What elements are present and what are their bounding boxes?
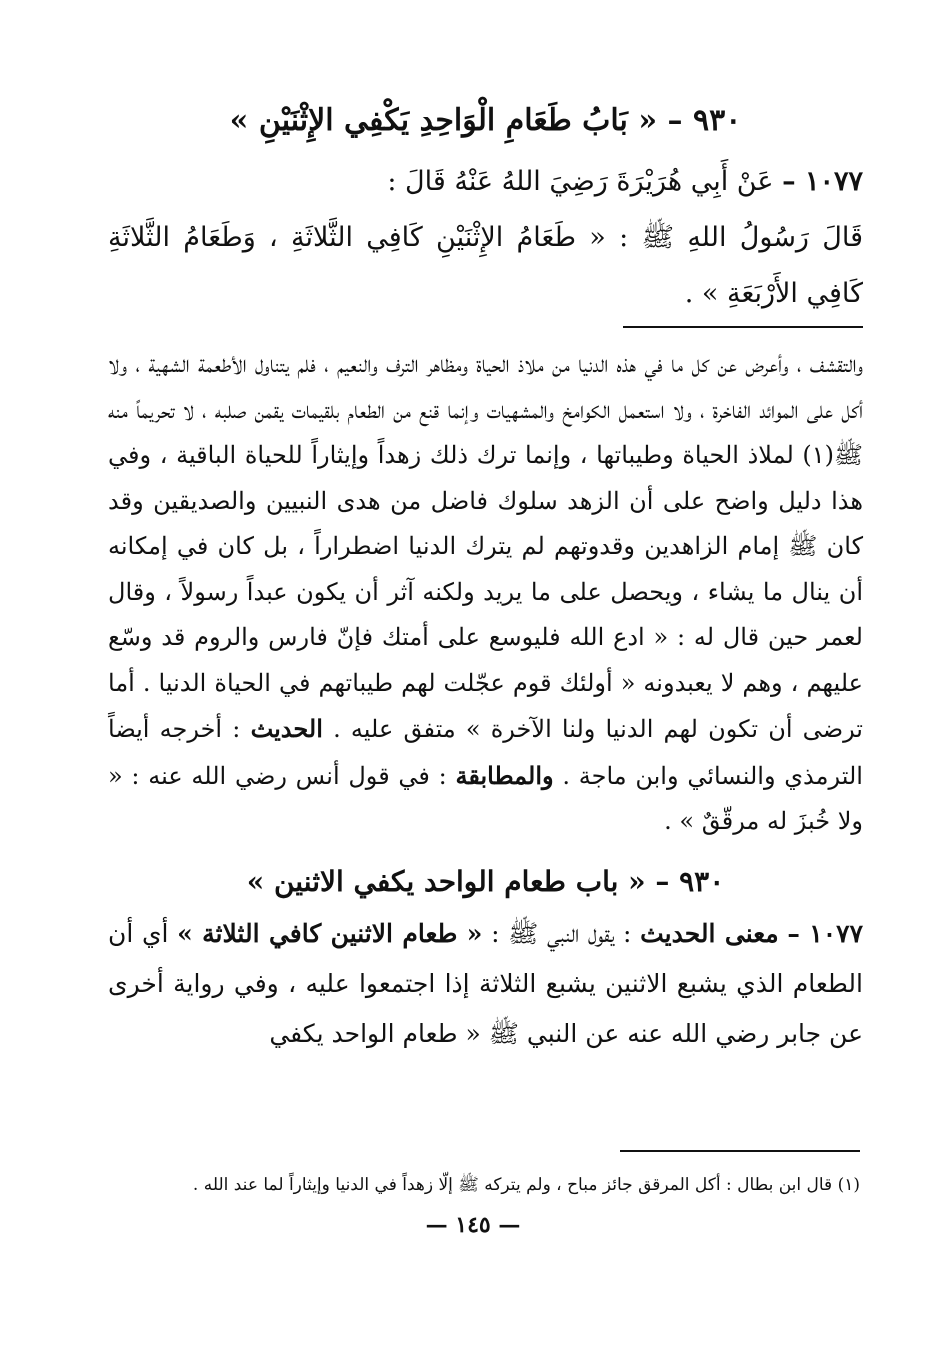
sharh-text-2: أي أن الطعام الذي يشبع الاثنين يشبع الثلاثة إذا اجتمعوا عليه ، وفي رواية أخرى عن جابر رضي الله عنه عن النبي ﷺ « طعام الواحد يكفي	[108, 918, 863, 1048]
hadith-number: ١٠٧٧ –	[782, 166, 863, 197]
commentary-text-1: والتقشف ، وأعرض عن كل ما في هذه الدنيا من ملاذ الحياة ومظاهر الترف والنعيم ، فلم يتناول الأطعمة الشهية ، ولا أكل على الموائد الفاخرة ، ولا استعمل الكوامخ والمشهيات وإنما قنع من الطعام بلقيمات يقمن صلبه ، لا تحريماً منه ﷺ(١) لملاذ الحياة وطيباتها ، وإنما ترك ذلك زهداً وإيثاراً للحياة الباقية ، وفي هذا دليل واضح على أن الزهد سلوك فاضل من هدى النبيين والصديقين وقد كان ﷺ إمام الزاهدين وقدوتهم لم يترك الدنيا اضطراراً ، بل كان في إمكانه أن ينال ما يشاء ، ويحصل على ما يريد ولكنه آثر أن يكون عبداً رسولاً ، وقال لعمر حين قال له : « ادع الله فليوسع على أمتك فإنّ فارس والروم قد وسّع عليهم ، وهم لا يعبدونه « أولئك قوم عجّلت لهم طيباتهم في الحياة الدنيا . أما ترضى أن تكون لهم الدنيا ولنا الآخرة » متفق عليه .	[108, 350, 863, 743]
sharh-quote: « طعام الاثنين كافي الثلاثة »	[177, 918, 483, 948]
chapter-heading: ٩٣٠ – « بَابُ طَعَامِ الْوَاحِدِ يَكْفِي الإِثْنَيْنِ »	[229, 103, 742, 138]
hadith-chain	[108, 154, 863, 210]
chapter-heading-2: ٩٣٠ – « باب طعام الواحد يكفي الاثنين »	[246, 864, 725, 898]
hadith-text: قَالَ رَسُولُ اللهِ ﷺ : « طَعَامُ الإِثْنَيْنِ كَافِي الثَّلاثَةِ ، وَطَعَامُ الثَّلاثَةِ كَافِي الأَرْبَعَةِ » .	[108, 222, 863, 309]
sharh-paragraph	[108, 909, 863, 1059]
label-hadith: الحديث	[250, 714, 323, 743]
label-mutabaqa: والمطابقة	[455, 760, 554, 790]
page-number: — ١٤٥ —	[425, 1212, 521, 1238]
commentary-text-2: : أخرجه أيضاً الترمذي والنسائي وابن ماجة .	[108, 715, 863, 790]
section-divider	[623, 326, 863, 328]
sharh-number: ١٠٧٧ –	[787, 918, 863, 948]
page-body	[108, 90, 863, 1059]
label-meaning: معنى الحديث	[640, 918, 779, 948]
commentary-text-3: : في قول أنس رضي الله عنه : « ولا خُبزَ له مرقّقٌ » .	[108, 761, 863, 835]
commentary-paragraph	[108, 342, 863, 845]
footnote-divider	[620, 1150, 860, 1152]
hadith-chain-text: عَنْ أَبِي هُرَيْرَةَ رَضِيَ اللهُ عَنْهُ قَالَ :	[387, 166, 774, 197]
footnote: (١) قال ابن بطال : أكل المرقق جائز مباح ، ولم يتركه ﷺ إلّا زهداً في الدنيا وإيثاراً لما عند الله .	[192, 1175, 860, 1195]
sharh-text-1: : يقول النبي ﷺ :	[491, 918, 632, 948]
